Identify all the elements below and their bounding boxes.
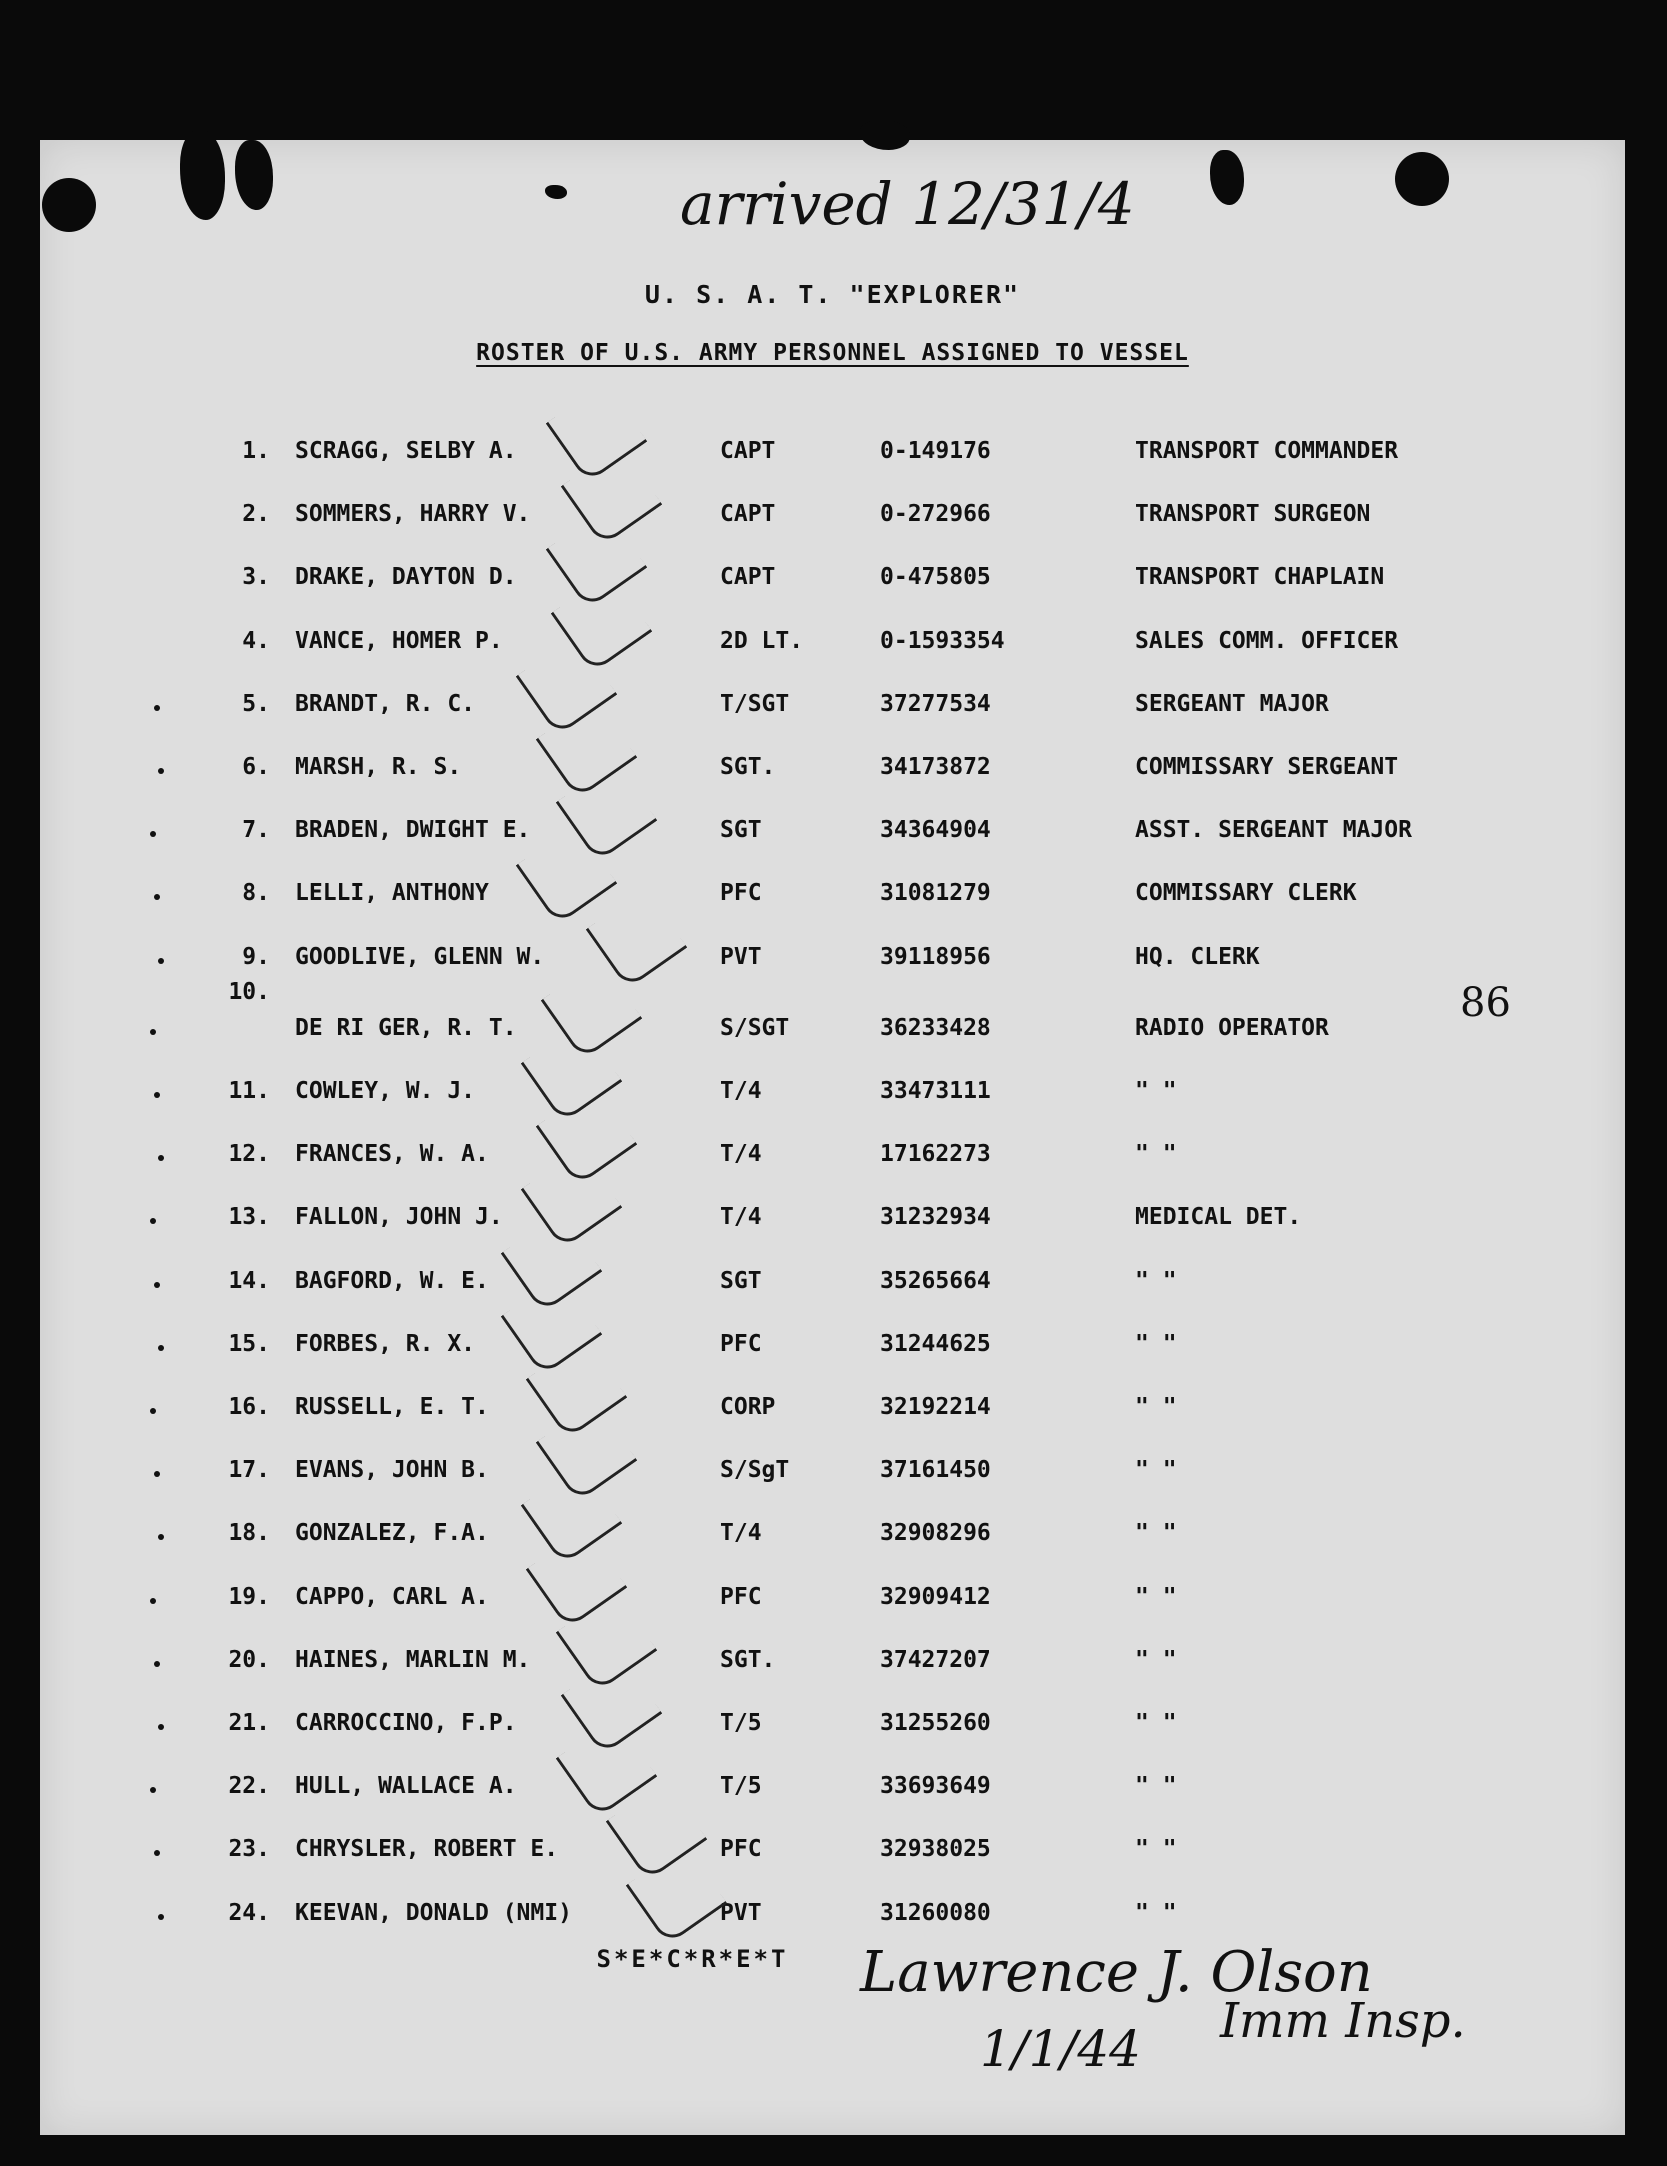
page-number: 86 bbox=[1460, 980, 1511, 1026]
table-row bbox=[40, 1141, 1625, 1181]
table-row bbox=[40, 1268, 1625, 1308]
margin-tick-mark bbox=[154, 1661, 160, 1667]
serial-number: 33693649 bbox=[880, 1773, 991, 1800]
serial-number: 31260080 bbox=[880, 1899, 991, 1926]
table-row bbox=[40, 564, 1625, 604]
duty-assignment: TRANSPORT SURGEON bbox=[1135, 501, 1371, 528]
row-number: 7. bbox=[242, 817, 270, 844]
table-row bbox=[40, 1331, 1625, 1371]
personnel-name: CARROCCINO, F.P. bbox=[295, 1710, 517, 1736]
personnel-rank: PFC bbox=[720, 1583, 762, 1610]
duty-assignment: SERGEANT MAJOR bbox=[1135, 690, 1329, 717]
personnel-name: BRADEN, DWIGHT E. bbox=[295, 817, 531, 844]
signature: Lawrence J. Olson bbox=[860, 1940, 1373, 2005]
row-number: 14. bbox=[228, 1267, 270, 1294]
margin-tick-mark bbox=[150, 1218, 156, 1224]
row-number: 12. bbox=[228, 1141, 270, 1168]
personnel-rank: PFC bbox=[720, 1330, 762, 1357]
margin-tick-mark bbox=[154, 894, 160, 900]
margin-tick-mark bbox=[158, 1534, 164, 1540]
row-number: 19. bbox=[228, 1583, 270, 1610]
personnel-name: RUSSELL, E. T. bbox=[295, 1394, 489, 1420]
ink-blot bbox=[235, 140, 273, 210]
serial-number: 34173872 bbox=[880, 754, 991, 780]
personnel-name: DE RI GER, R. T. bbox=[295, 1014, 517, 1041]
margin-tick-mark bbox=[150, 1598, 156, 1604]
personnel-rank: CORP bbox=[720, 1394, 776, 1420]
duty-assignment: HQ. CLERK bbox=[1135, 943, 1260, 970]
row-number: 20. bbox=[228, 1646, 270, 1673]
serial-number: 32908296 bbox=[880, 1520, 991, 1547]
margin-tick-mark bbox=[150, 1787, 156, 1793]
row-number: 6. bbox=[242, 754, 270, 780]
duty-assignment: SALES COMM. OFFICER bbox=[1135, 627, 1399, 654]
table-row bbox=[40, 944, 1625, 984]
personnel-rank: SGT. bbox=[720, 1646, 776, 1673]
duty-assignment: " " bbox=[1135, 1710, 1177, 1736]
row-number: 23. bbox=[228, 1836, 270, 1863]
personnel-name: FALLON, JOHN J. bbox=[295, 1204, 503, 1231]
personnel-rank: T/4 bbox=[720, 1141, 762, 1168]
serial-number: 31232934 bbox=[880, 1204, 991, 1231]
personnel-rank: T/4 bbox=[720, 1204, 762, 1231]
row-number: 5. bbox=[242, 690, 270, 717]
margin-tick-mark bbox=[150, 831, 156, 837]
personnel-rank: SGT bbox=[720, 1267, 762, 1294]
personnel-name: FORBES, R. X. bbox=[295, 1330, 476, 1357]
personnel-name: GOODLIVE, GLENN W. bbox=[295, 943, 545, 970]
personnel-rank: T/4 bbox=[720, 1520, 762, 1547]
duty-assignment: " " bbox=[1135, 1646, 1177, 1673]
serial-number: 32909412 bbox=[880, 1583, 991, 1610]
personnel-name: HULL, WALLACE A. bbox=[295, 1773, 517, 1800]
serial-number: 35265664 bbox=[880, 1267, 991, 1294]
margin-tick-mark bbox=[158, 1724, 164, 1730]
personnel-name: LELLI, ANTHONY bbox=[295, 880, 489, 907]
serial-number: 31081279 bbox=[880, 880, 991, 907]
table-row bbox=[40, 1394, 1625, 1434]
serial-number: 17162273 bbox=[880, 1141, 991, 1168]
personnel-rank: SGT bbox=[720, 817, 762, 844]
personnel-name: BAGFORD, W. E. bbox=[295, 1267, 489, 1294]
duty-assignment: RADIO OPERATOR bbox=[1135, 1014, 1329, 1041]
table-row bbox=[40, 1204, 1625, 1244]
ink-blot bbox=[1210, 150, 1244, 205]
duty-assignment: MEDICAL DET. bbox=[1135, 1204, 1302, 1231]
margin-tick-mark bbox=[158, 958, 164, 964]
personnel-rank: T/SGT bbox=[720, 690, 790, 717]
table-row bbox=[40, 1647, 1625, 1687]
duty-assignment: " " bbox=[1135, 1141, 1177, 1168]
serial-number: 32938025 bbox=[880, 1836, 991, 1863]
personnel-rank: T/5 bbox=[720, 1773, 762, 1800]
duty-assignment: COMMISSARY CLERK bbox=[1135, 880, 1357, 907]
personnel-name: EVANS, JOHN B. bbox=[295, 1457, 489, 1484]
table-row bbox=[40, 501, 1625, 541]
duty-assignment: COMMISSARY SERGEANT bbox=[1135, 754, 1399, 780]
personnel-rank: PVT bbox=[720, 943, 762, 970]
serial-number: 37161450 bbox=[880, 1457, 991, 1484]
personnel-rank: PFC bbox=[720, 1836, 762, 1863]
row-number: 17. bbox=[228, 1457, 270, 1484]
margin-tick-mark bbox=[158, 1914, 164, 1920]
duty-assignment: " " bbox=[1135, 1457, 1177, 1484]
duty-assignment: " " bbox=[1135, 1267, 1177, 1294]
personnel-rank: CAPT bbox=[720, 438, 776, 464]
row-number: 16. bbox=[228, 1394, 270, 1420]
duty-assignment: " " bbox=[1135, 1394, 1177, 1420]
personnel-name: GONZALEZ, F.A. bbox=[295, 1520, 489, 1547]
table-row bbox=[40, 1520, 1625, 1560]
row-number: 8. bbox=[242, 880, 270, 907]
serial-number: 39118956 bbox=[880, 943, 991, 970]
serial-number: 0-475805 bbox=[880, 564, 991, 591]
margin-tick-mark bbox=[158, 1345, 164, 1351]
row-number: 1. bbox=[242, 438, 270, 464]
table-row bbox=[40, 1836, 1625, 1876]
serial-number: 36233428 bbox=[880, 1014, 991, 1041]
margin-tick-mark bbox=[158, 768, 164, 774]
personnel-name: CAPPO, CARL A. bbox=[295, 1583, 489, 1610]
serial-number: 0-149176 bbox=[880, 438, 991, 464]
margin-tick-mark bbox=[154, 1092, 160, 1098]
duty-assignment: " " bbox=[1135, 1583, 1177, 1610]
serial-number: 32192214 bbox=[880, 1394, 991, 1420]
serial-number: 0-1593354 bbox=[880, 627, 1005, 654]
table-row bbox=[40, 1457, 1625, 1497]
serial-number: 37427207 bbox=[880, 1646, 991, 1673]
personnel-rank: CAPT bbox=[720, 501, 776, 528]
document-title: U. S. A. T. "EXPLORER" bbox=[644, 280, 1021, 309]
duty-assignment: TRANSPORT COMMANDER bbox=[1135, 438, 1399, 464]
classification-marking: S*E*C*R*E*T bbox=[596, 1945, 789, 1973]
serial-number: 31244625 bbox=[880, 1330, 991, 1357]
duty-assignment: " " bbox=[1135, 1836, 1177, 1863]
margin-tick-mark bbox=[150, 1408, 156, 1414]
serial-number: 37277534 bbox=[880, 690, 991, 717]
serial-number: 0-272966 bbox=[880, 501, 991, 528]
row-number: 9. bbox=[242, 943, 270, 970]
table-row bbox=[40, 438, 1625, 478]
row-number: 18. bbox=[228, 1520, 270, 1547]
row-number: 11. bbox=[228, 1078, 270, 1104]
personnel-name: CHRYSLER, ROBERT E. bbox=[295, 1836, 559, 1863]
duty-assignment: " " bbox=[1135, 1520, 1177, 1547]
table-row bbox=[40, 754, 1625, 794]
margin-tick-mark bbox=[154, 705, 160, 711]
table-row bbox=[40, 1773, 1625, 1813]
personnel-name: VANCE, HOMER P. bbox=[295, 627, 503, 654]
margin-tick-mark bbox=[154, 1282, 160, 1288]
personnel-rank: 2D LT. bbox=[720, 627, 804, 654]
margin-tick-mark bbox=[150, 1029, 156, 1035]
signature-date: 1/1/44 bbox=[980, 2020, 1141, 2078]
personnel-rank: CAPT bbox=[720, 564, 776, 591]
personnel-name: MARSH, R. S. bbox=[295, 754, 462, 780]
ink-blot bbox=[860, 120, 910, 150]
serial-number: 33473111 bbox=[880, 1078, 991, 1104]
personnel-rank: S/SgT bbox=[720, 1457, 790, 1484]
personnel-rank: PVT bbox=[720, 1899, 762, 1926]
table-row bbox=[40, 1078, 1625, 1118]
row-number: 15. bbox=[228, 1330, 270, 1357]
table-row bbox=[40, 880, 1625, 920]
ink-blot bbox=[180, 130, 225, 220]
margin-tick-mark bbox=[158, 1155, 164, 1161]
personnel-rank: PFC bbox=[720, 880, 762, 907]
row-number: 21. bbox=[228, 1710, 270, 1736]
personnel-name: SOMMERS, HARRY V. bbox=[295, 501, 531, 528]
table-row bbox=[40, 1710, 1625, 1750]
signature-title: Imm Insp. bbox=[1220, 1993, 1466, 2049]
personnel-rank: T/5 bbox=[720, 1710, 762, 1736]
table-row bbox=[40, 1584, 1625, 1624]
duty-assignment: " " bbox=[1135, 1330, 1177, 1357]
duty-assignment: " " bbox=[1135, 1899, 1177, 1926]
serial-number: 31255260 bbox=[880, 1710, 991, 1736]
row-number: 22. bbox=[228, 1773, 270, 1800]
row-number: 24. bbox=[228, 1899, 270, 1926]
punch-hole-right bbox=[1395, 152, 1449, 206]
table-row bbox=[40, 817, 1625, 857]
document-subtitle: ROSTER OF U.S. ARMY PERSONNEL ASSIGNED TO VESSEL bbox=[476, 340, 1189, 366]
margin-tick-mark bbox=[154, 1850, 160, 1856]
personnel-name: KEEVAN, DONALD (NMI) bbox=[295, 1899, 572, 1926]
table-row bbox=[40, 691, 1625, 731]
ink-blot bbox=[545, 185, 567, 199]
duty-assignment: ASST. SERGEANT MAJOR bbox=[1135, 817, 1412, 844]
personnel-rank: SGT. bbox=[720, 754, 776, 780]
personnel-name: SCRAGG, SELBY A. bbox=[295, 438, 517, 464]
personnel-name: DRAKE, DAYTON D. bbox=[295, 564, 517, 591]
duty-assignment: TRANSPORT CHAPLAIN bbox=[1135, 564, 1385, 591]
personnel-name: COWLEY, W. J. bbox=[295, 1078, 476, 1104]
punch-hole-left bbox=[42, 178, 96, 232]
row-number: 3. bbox=[242, 564, 270, 591]
row-number: 10. bbox=[228, 978, 270, 1005]
document-page bbox=[40, 140, 1625, 2135]
personnel-rank: S/SGT bbox=[720, 1014, 790, 1041]
margin-tick-mark bbox=[154, 1471, 160, 1477]
personnel-rank: T/4 bbox=[720, 1078, 762, 1104]
personnel-name: HAINES, MARLIN M. bbox=[295, 1646, 531, 1673]
row-number: 4. bbox=[242, 627, 270, 654]
personnel-name: FRANCES, W. A. bbox=[295, 1141, 489, 1168]
personnel-name: BRANDT, R. C. bbox=[295, 690, 476, 717]
row-number: 13. bbox=[228, 1204, 270, 1231]
table-row bbox=[40, 628, 1625, 668]
table-row bbox=[40, 1900, 1625, 1940]
duty-assignment: " " bbox=[1135, 1773, 1177, 1800]
handwritten-arrival-note: arrived 12/31/4 bbox=[680, 170, 1135, 238]
row-number: 2. bbox=[242, 501, 270, 528]
serial-number: 34364904 bbox=[880, 817, 991, 844]
duty-assignment: " " bbox=[1135, 1078, 1177, 1104]
